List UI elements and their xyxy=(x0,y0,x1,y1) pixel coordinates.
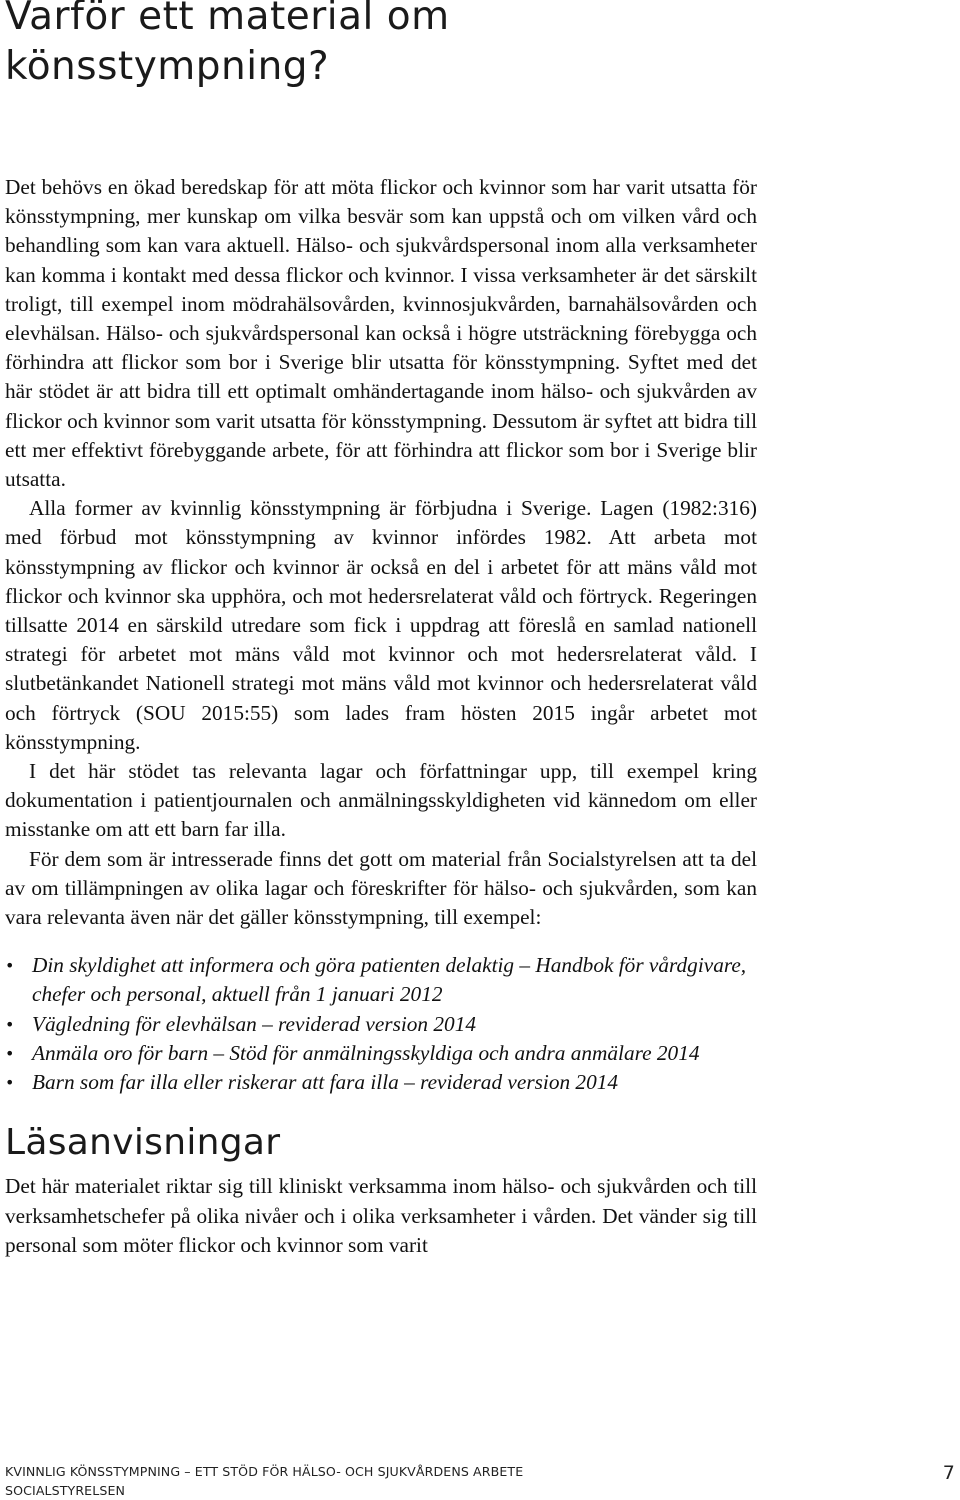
list-item-text: Vägledning för elevhälsan – reviderad version 2014 xyxy=(32,1011,477,1036)
page-footer xyxy=(5,1462,955,1500)
list-item-text: Din skyldighet att informera och göra patienten delaktig – Handbok för vårdgivare, chefer och personal, aktuell från 1 januari 2012 xyxy=(32,953,747,1007)
bullet-icon: • xyxy=(5,1014,15,1034)
subheading: Läsanvisningar xyxy=(5,1122,281,1164)
list-item xyxy=(5,1039,757,1068)
list-item xyxy=(5,1068,757,1097)
paragraph-purpose: Det behövs en ökad beredskap för att möta flickor och kvinnor som har varit utsatta för könsstympning, mer kunskap om vilka besvär som kan uppstå och om vilken vård och behandling som kan vara aktuell. Hälso- och sjukvårdspersonal inom alla verksamheter kan komma i kontakt med dessa flickor och kvinnor. I vissa verksamheter är det särskilt troligt, till exempel inom mödrahälsovården, kvinnosjukvården, barnahälsovården och elevhälsan. Hälso- och sjukvårdspersonal kan också i högre utsträckning förebygga och förhindra att flickor som bor i Sverige blir utsatta för könsstympning. Syftet med det här stödet är att bidra till ett optimalt omhändertagande inom hälso- och sjukvården av flickor och kvinnor som varit utsatta för könsstympning. Dessutom är syftet att bidra till ett mer effektivt förebyggande arbete, för att förhindra att flickor som bor i Sverige blir utsatta. xyxy=(5,175,757,492)
bullet-icon: • xyxy=(5,1043,15,1063)
bullet-icon: • xyxy=(5,1073,15,1093)
paragraph-materials: För dem som är intresserade finns det gott om material från Socialstyrelsen att ta del av om tillämpningen av olika lagar och föreskrifter för hälso- och sjukvården, som kan vara relevanta även när det gäller könsstympning, till exempel: xyxy=(5,846,757,930)
list-item xyxy=(5,1010,757,1039)
page-number: 7 xyxy=(942,1462,955,1484)
list-item-text: Anmäla oro för barn – Stöd för anmälningsskyldiga och andra anmälare 2014 xyxy=(32,1040,700,1065)
bullet-icon: • xyxy=(5,956,15,976)
paragraph-reading-guide: Det här materialet riktar sig till kliniskt verksamma inom hälso- och sjukvården och till verksamhetschefer på olika nivåer och i olika verksamheter i vården. Det vänder sig till personal som möter flickor och kvinnor som varit xyxy=(5,1174,757,1257)
reference-list xyxy=(5,951,757,1097)
list-item-text: Barn som far illa eller riskerar att fara illa – reviderad version 2014 xyxy=(32,1070,619,1095)
paragraph-law: Alla former av kvinnlig könsstympning är förbjudna i Sverige. Lagen (1982:316) med förbud mot könsstympning av kvinnor infördes 1982. Att arbeta mot könsstympning av flickor och kvinnor är också en del i arbetet för att mäns våld mot flickor och kvinnor ska upphöra, och mot hedersrelaterat våld och förtryck. Regeringen tillsatte 2014 en särskild utredare som fick i uppdrag att föreslå en samlad nationell strategi för arbetet mot mäns våld mot kvinnor och mot hedersrelaterat våld. I slutbetänkandet Nationell strategi mot mäns våld mot kvinnor och hedersrelaterat våld och förtryck (SOU 2015:55) som lades fram hösten 2015 ingår arbetet mot könsstympning. xyxy=(5,496,757,754)
section-heading: Varför ett material om könsstympning? xyxy=(5,0,450,89)
body-text xyxy=(5,173,757,1260)
paragraph-regulations: I det här stödet tas relevanta lagar och författningar upp, till exempel kring dokumentation i patientjournalen och anmälningsskyldigheten vid kännedom om eller misstanke om att ett barn far illa. xyxy=(5,759,757,842)
footer-title: KVINNLIG KÖNSSTYMPNING – ETT STÖD FÖR HÄLSO- OCH SJUKVÅRDENS ARBETE xyxy=(5,1464,524,1479)
list-item xyxy=(5,951,757,1009)
footer-publisher: SOCIALSTYRELSEN xyxy=(5,1483,126,1498)
